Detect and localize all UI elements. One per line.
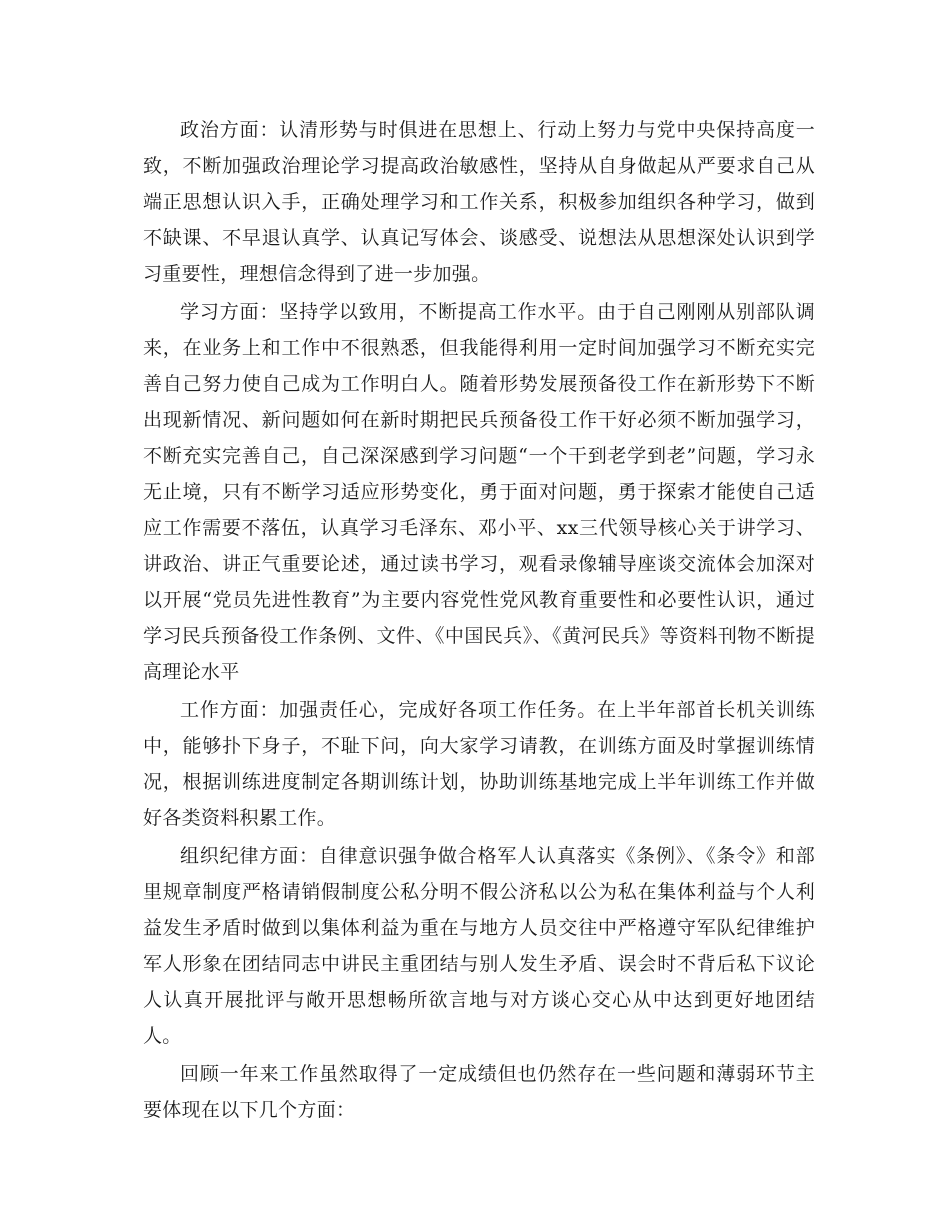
paragraph-discipline: 组织纪律方面：自律意识强争做合格军人认真落实《条例》、《条令》和部里规章制度严格请销假制度公私分明不假公济私以公为私在集体利益与个人利益发生矛盾时做到以集体利益为重在与地方人员交往中严格遵守军队纪律维护军人形象在团结同志中讲民主重团结与别人发生矛盾、误会时不背后私下议论人认真开展批评与敞开思想畅所欲言地与对方谈心交心从中达到更好地团结人。 [143, 845, 815, 1047]
paragraph-work: 工作方面：加强责任心，完成好各项工作任务。在上半年部首长机关训练中，能够扑下身子，不耻下问，向大家学习请教，在训练方面及时掌握训练情况，根据训练进度制定各期训练计划，协助训练基地完成上半年训练工作并做好各类资料积累工作。 [143, 699, 815, 829]
paragraph-review: 回顾一年来工作虽然取得了一定成绩但也仍然存在一些问题和薄弱环节主要体现在以下几个方面： [143, 1063, 815, 1121]
document-body [143, 112, 815, 1130]
paragraph-study: 学习方面：坚持学以致用，不断提高工作水平。由于自己刚刚从别部队调来，在业务上和工作中不很熟悉，但我能得利用一定时间加强学习不断充实完善自己努力使自己成为工作明白人。随着形势发展预备役工作在新形势下不断出现新情况、新问题如何在新时期把民兵预备役工作干好必须不断加强学习，不断充实完善自己，自己深深感到学习问题“一个干到老学到老”问题，学习永无止境，只有不断学习适应形势变化，勇于面对问题，勇于探索才能使自己适应工作需要不落伍，认真学习毛泽东、邓小平、xx三代领导核心关于讲学习、讲政治、讲正气重要论述，通过读书学习，观看录像辅导座谈交流体会加深对以开展“党员先进性教育”为主要内容党性党风教育重要性和必要性认识，通过学习民兵预备役工作条例、文件、《中国民兵》、《黄河民兵》等资料刊物不断提高理论水平 [143, 301, 815, 683]
paragraph-political: 政治方面：认清形势与时俱进在思想上、行动上努力与党中央保持高度一致，不断加强政治理论学习提高政治敏感性，坚持从自身做起从严要求自己从端正思想认识入手，正确处理学习和工作关系，积极参加组织各种学习，做到不缺课、不早退认真学、认真记写体会、谈感受、说想法从思想深处认识到学习重要性，理想信念得到了进一步加强。 [143, 119, 815, 285]
